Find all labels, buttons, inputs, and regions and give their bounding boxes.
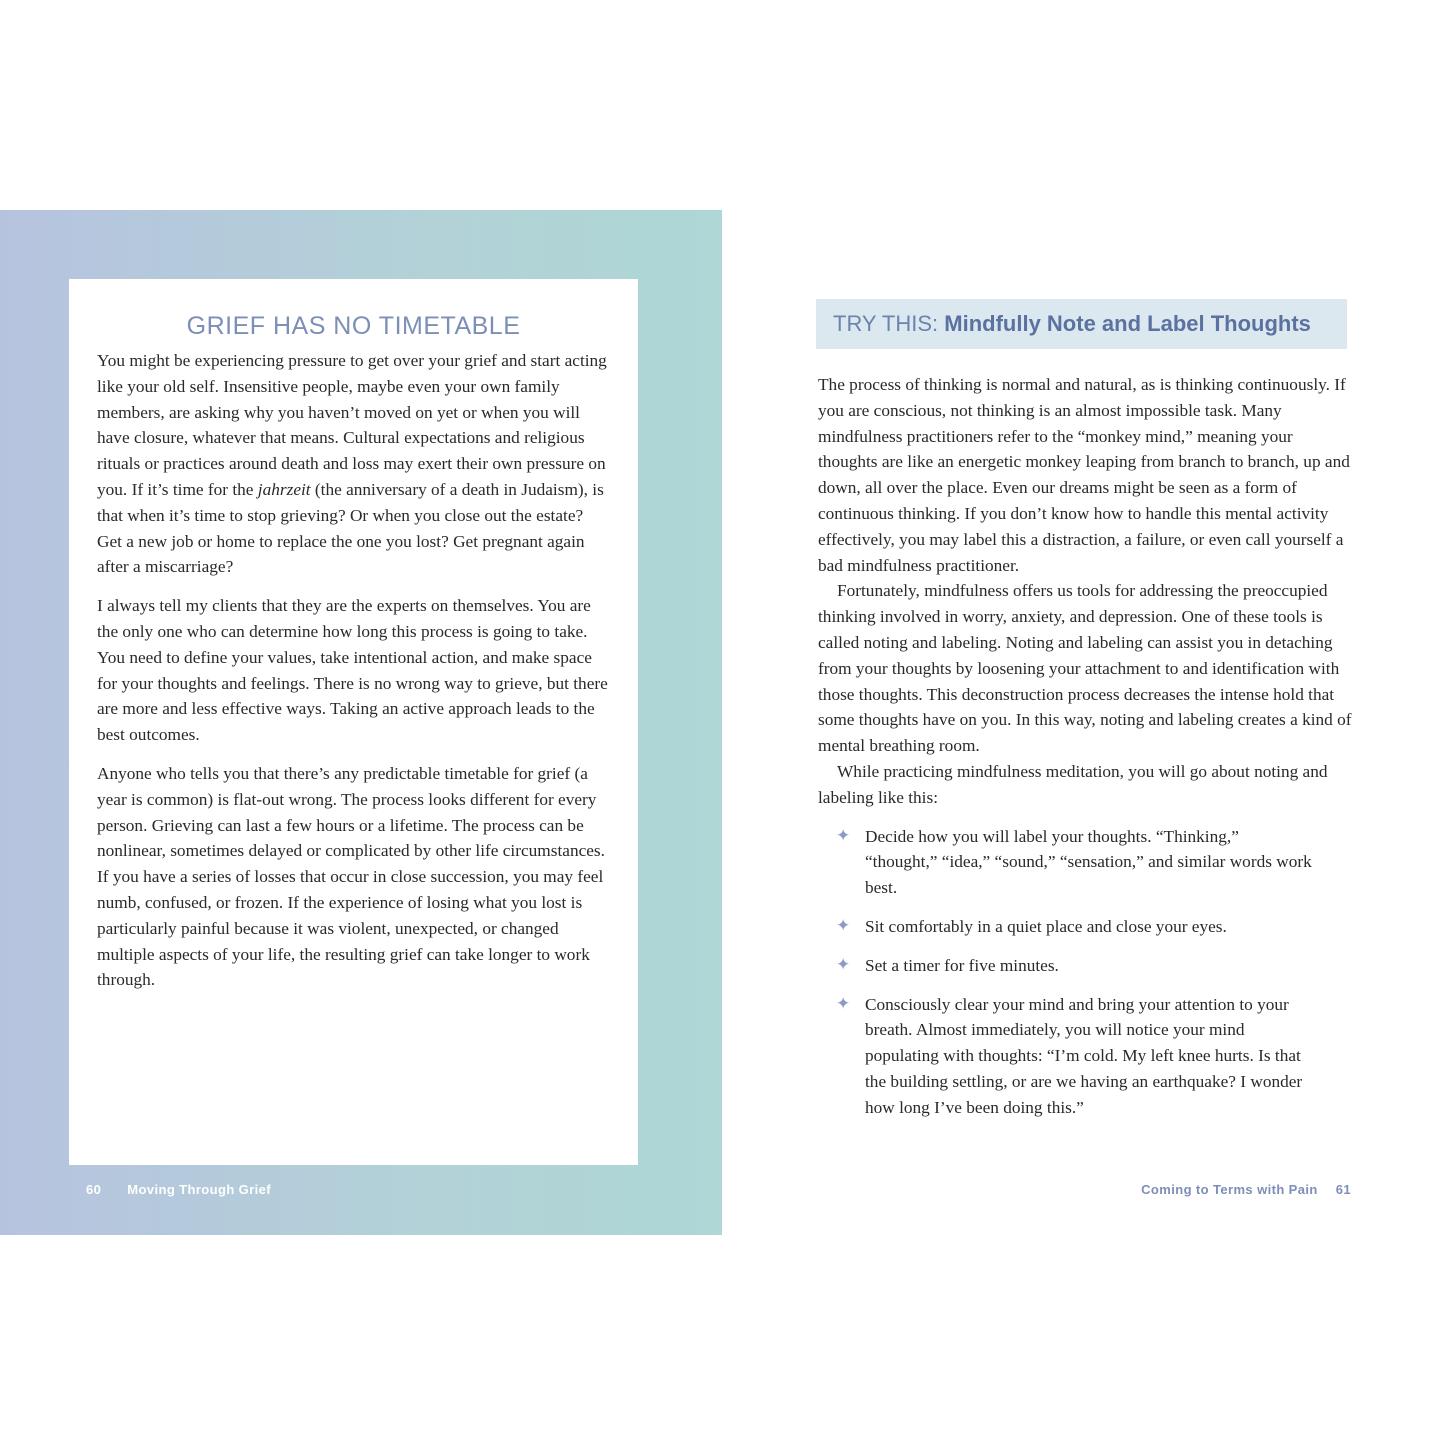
body-paragraph-1: The process of thinking is normal and natural, as is thinking continuously. If you are conscious, not thinking is an almost impossible task. Many mindfulness practitioners refer to the “monkey mind,” meaning your thoughts are like an energetic monkey leaping from branch to branch, up and down, all over the place. Even our dreams might be seen as a form of continuous thinking. If you don’t know how to handle this mental activity effectively, you may label this a distraction, a failure, or even call yourself a bad mindfulness practitioner.: [818, 375, 1350, 575]
footer-right: [1141, 1182, 1351, 1197]
sparkle-bullet-icon: ✦: [836, 993, 851, 1014]
try-this-banner: [816, 299, 1347, 349]
sidebar-paragraph-1-text: You might be experiencing pressure to get over your grief and start acting like your old self. Insensitive people, maybe even your own family members, are asking why you haven’t moved on yet or when you will have closure, whatever that means. Cultural expectations and religious rituals or practices around death and loss may exert their own pressure on you. If it’s time for the: [97, 351, 607, 499]
list-item-text: Consciously clear your mind and bring your attention to your breath. Almost immediately, you will notice your mind populating with thoughts: “I’m cold. My left knee hurts. Is that the building settling, or are we having an earthquake? I wonder how long I’ve been doing this.”: [865, 994, 1303, 1117]
list-item-text: Set a timer for five minutes.: [865, 955, 1059, 975]
sidebar-box: [69, 279, 638, 1165]
sidebar-title: GRIEF HAS NO TIMETABLE: [186, 312, 521, 340]
page-number-right: 61: [1335, 1182, 1351, 1197]
list-item: [818, 824, 1353, 901]
try-this-prefix: TRY THIS:: [833, 311, 945, 336]
running-head-left: Moving Through Grief: [127, 1182, 272, 1197]
sidebar-paragraph-2: I always tell my clients that they are the experts on themselves. You are the only one who can determine how long this process is going to take. You need to define your values, take intentional action, and make space for your thoughts and feelings. There is no wrong way to grieve, but there are more and less effective ways. Taking an active approach leads to the best outcomes.: [97, 596, 608, 745]
list-item: [818, 992, 1353, 1121]
sparkle-bullet-icon: ✦: [836, 954, 851, 975]
list-item-text: Sit comfortably in a quiet place and close your eyes.: [865, 916, 1227, 936]
instruction-list: [818, 824, 1353, 1121]
list-item: [818, 953, 1353, 979]
body-paragraph-2: Fortunately, mindfulness offers us tools for addressing the preoccupied thinking involved in worry, anxiety, and depression. One of these tools is called noting and labeling. Noting and labeling can assist you in detaching from your thoughts by loosening your attachment to and identification with those thoughts. This deconstruction process decreases the intense hold that some thoughts have on you. In this way, noting and labeling creates a kind of mental breathing room.: [818, 581, 1352, 756]
sidebar-paragraph-1-rest: (the anniversary of a death in Judaism), is that when it’s time to stop grieving? Or when you close out the estate? Get a new job or home to replace the one you lost? Get pregnant again after a miscarriage?: [97, 479, 604, 577]
body-paragraph-3: While practicing mindfulness meditation, you will go about noting and labeling like this:: [818, 761, 1328, 807]
page-number-left: 60: [86, 1182, 102, 1197]
italic-term: jahrzeit: [257, 479, 311, 499]
left-page: [0, 210, 722, 1235]
sparkle-bullet-icon: ✦: [836, 915, 851, 936]
right-page-body: [818, 372, 1353, 1134]
list-item-text: Decide how you will label your thoughts. “Thinking,” “thought,” “idea,” “sound,” “sensation,” and similar words work best.: [865, 826, 1312, 898]
try-this-title: Mindfully Note and Label Thoughts: [944, 311, 1311, 336]
running-head-right: Coming to Terms with Pain: [1141, 1182, 1318, 1197]
sidebar-paragraph-3: Anyone who tells you that there’s any predictable timetable for grief (a year is common) is flat-out wrong. The process looks different for every person. Grieving can last a few hours or a lifetime. The process can be nonlinear, sometimes delayed or complicated by other life circumstances. If you have a series of losses that occur in close succession, you may feel numb, confused, or frozen. If the experience of losing what you lost is particularly painful because it was violent, unexpected, or changed multiple aspects of your life, the resulting grief can take longer to work through.: [97, 763, 605, 990]
sidebar-paragraph-1: [97, 348, 610, 580]
sparkle-bullet-icon: ✦: [836, 825, 851, 846]
footer-left: [86, 1182, 271, 1197]
list-item: [818, 914, 1353, 940]
